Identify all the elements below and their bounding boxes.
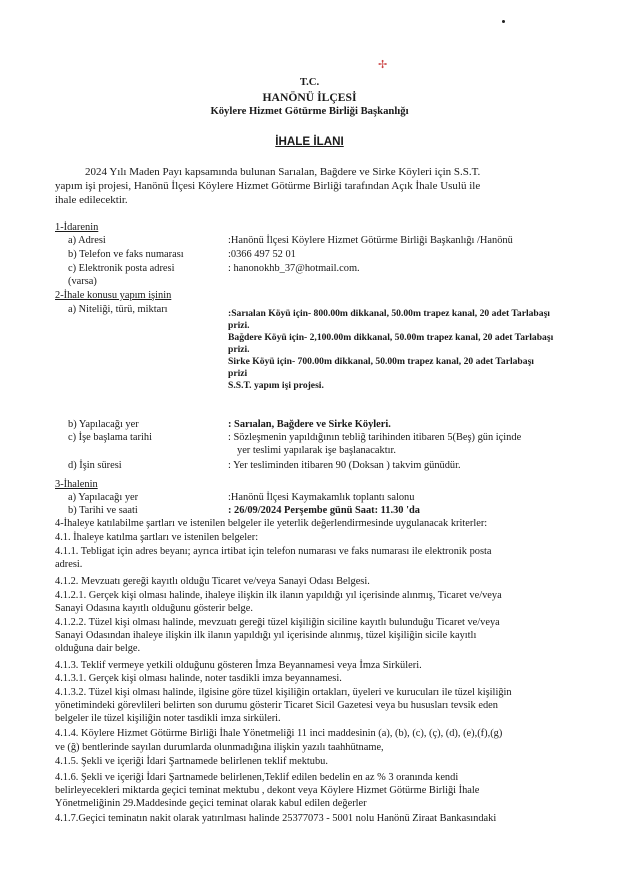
header-tc: T.C. [299,77,320,88]
s3-b-label: b) Tarihi ve saati [68,505,138,516]
s4-line: adresi. [55,559,83,570]
s2-a-label: a) Niteliği, türü, miktarı [68,304,168,315]
intro-line-2: yapım işi projesi, Hanönü İlçesi Köylere Hizmet Götürme Birliği tarafından Açık İhale Usulü ile [55,180,481,192]
s2-d-label: d) İşin süresi [68,460,122,471]
s4-line: 4.1.1. Tebligat için adres beyanı; ayrıca irtibat için telefon numarası ve faks numarası ile elektronik posta [55,546,492,557]
s2-b-value: : Sarıalan, Bağdere ve Sirke Köyleri. [228,419,391,430]
s4-line: 4.1.2.2. Tüzel kişi olması halinde, mevzuatı gereği tüzel kişiliğin siciline kayıtlı bulunduğu Ticaret ve/veya [55,617,500,628]
intro-line-3: ihale edilecektir. [55,194,128,206]
pin-mark: ✢ [378,59,388,71]
s3-b-value: : 26/09/2024 Perşembe günü Saat: 11.30 'da [228,505,420,516]
s4-line: 4.1. İhaleye katılma şartları ve istenilen belgeler: [55,532,259,543]
s1-c-value: : hanonokhb_37@hotmail.com. [228,263,360,274]
s4-line: Sanayi Odasına kayıtlı olduğunu gösterir belge. [55,603,253,614]
s4-line: 4.1.2.1. Gerçek kişi olması halinde, ihaleye ilişkin ilk ilanın yapıldığı yıl içerisinde alınmış, Ticaret ve/veya [55,590,502,601]
s4-line: 4.1.6. Şekli ve içeriği İdari Şartnamede belirlenen,Teklif edilen bedelin en az % 3 oranında kendi [55,772,459,783]
section-4-heading: 4-İhaleye katılabilme şartları ve istenilen belgeler ile yeterlik değerlendirmesinde uygulanacak kriterler: [55,518,488,529]
s2-c-value-1: : Sözleşmenin yapıldığının tebliğ tarihinden itibaren 5(Beş) gün içinde [228,432,522,443]
s2-c-value-2: yer teslimi yapılarak işe başlanacaktır. [237,445,396,456]
s2-a-line: Sirke Köyü için- 700.00m dikkanal, 50.00m trapez kanal, 20 adet Tarlabaşı [228,356,534,367]
s2-a-line: prizi. [228,320,250,331]
s3-a-label: a) Yapılacağı yer [68,492,139,503]
s2-a-line: Bağdere Köyü için- 2,100.00m dikkanal, 50.00m trapez kanal, 20 adet Tarlabaşı [228,332,554,343]
header-district: HANÖNÜ İLÇESİ [262,91,357,104]
s2-b-label: b) Yapılacağı yer [68,419,139,430]
s4-line: olduğuna dair belge. [55,643,141,654]
s4-line: 4.1.4. Köylere Hizmet Götürme Birliği İhale Yönetmeliği 11 inci maddesinin (a), (b), (c), (ç), (d), (e),(f),(g) [55,728,503,739]
s1-c-note: (varsa) [68,276,97,287]
s4-line: 4.1.3.2. Tüzel kişi olması halinde, ilgisine göre tüzel kişiliğin ortakları, üyeleri ve kurucuları ile tüzel kişiliğin [55,687,512,698]
header-union: Köylere Hizmet Götürme Birliği Başkanlığı [210,106,409,117]
s4-line: Yönetmeliğinin 29.Maddesinde geçici teminat olarak kabul edilen değerler [55,798,367,809]
s1-a-label: a) Adresi [68,235,106,246]
s2-a-line: S.S.T. yapım işi projesi. [228,380,324,391]
s1-b-value: :0366 497 52 01 [228,249,296,260]
s1-a-value: :Hanönü İlçesi Köylere Hizmet Götürme Birliği Başkanlığı /Hanönü [228,235,513,246]
s4-line: ve (ğ) bentlerinde sayılan durumlarda olunmadığına ilişkin yazılı taahhütname, [55,742,384,753]
s4-line: yönetimindeki görevlileri belirten son durumu gösterir Ticaret Sicil Gazetesi veya bu hususları tevsik eden [55,700,498,711]
s2-a-line: prizi. [228,344,250,355]
s1-c-label: c) Elektronik posta adresi [68,263,175,274]
intro-line-1: 2024 Yılı Maden Payı kapsamında bulunan Sarıalan, Bağdere ve Sirke Köyleri için S.S.T. [85,166,481,178]
s4-line: 4.1.3.1. Gerçek kişi olması halinde, noter tasdikli imza beyannamesi. [55,673,342,684]
section-2-heading: 2-İhale konusu yapım işinin [55,290,172,301]
s3-a-value: :Hanönü İlçesi Kaymakamlık toplantı salonu [228,492,415,503]
page-title: İHALE İLANI [275,135,344,148]
s4-line: 4.1.5. Şekli ve içeriği İdari Şartnamede belirlenen teklif mektubu. [55,756,328,767]
s4-line: 4.1.3. Teklif vermeye yetkili olduğunu gösteren İmza Beyannamesi veya İmza Sirküleri. [55,660,422,671]
s4-line: belgeler ile tüzel kişiliğin noter tasdikli imza sirküleri. [55,713,281,724]
section-1-heading: 1-İdarenin [55,222,99,233]
s2-a-line: prizi [228,368,248,379]
s4-line: 4.1.7.Geçici teminatın nakit olarak yatırılması halinde 25377073 - 5001 nolu Hanönü Ziraat Bankasındaki [55,813,497,824]
s4-line: belirleyecekleri miktarda geçici teminat mektubu , dekont veya Köylere Hizmet Götürme Birliği İhale [55,785,480,796]
scan-speck [502,20,505,23]
s2-d-value: : Yer tesliminden itibaren 90 (Doksan ) takvim günüdür. [228,460,461,471]
section-3-heading: 3-İhalenin [55,479,98,490]
s4-line: Sanayi Odasından ihaleye ilişkin ilk ilanın yapıldığı yıl içerisinde alınmış, tüzel kişiliğin sicile kayıtlı [55,630,477,641]
s1-b-label: b) Telefon ve faks numarası [68,249,184,260]
s2-a-line: :Sarıalan Köyü için- 800.00m dikkanal, 50.00m trapez kanal, 20 adet Tarlabaşı [228,308,550,319]
s4-line: 4.1.2. Mevzuatı gereği kayıtlı olduğu Ticaret ve/veya Sanayi Odası Belgesi. [55,576,370,587]
s2-c-label: c) İşe başlama tarihi [68,432,152,443]
